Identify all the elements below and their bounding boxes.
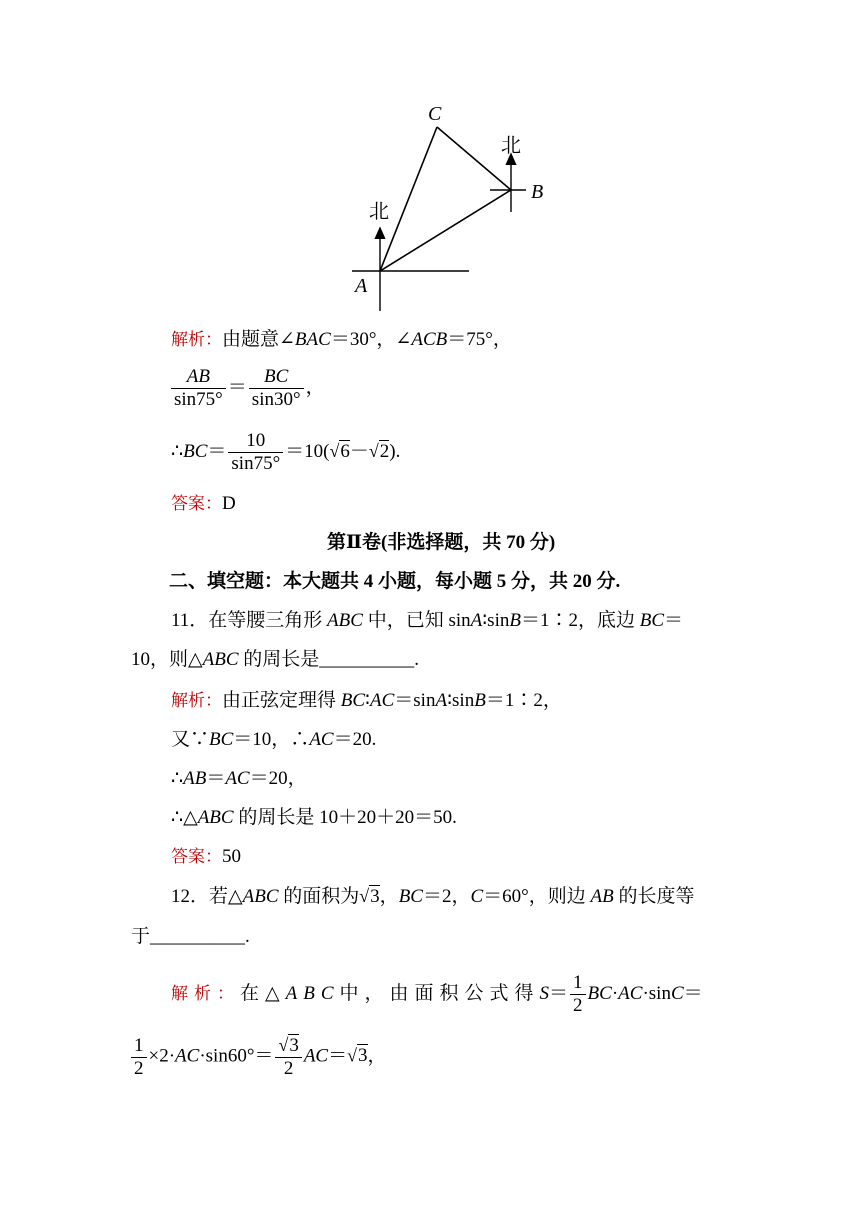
analysis-label: 解析： xyxy=(171,983,240,1004)
fraction xyxy=(131,1035,147,1080)
q12-line1 xyxy=(171,884,695,909)
numerator xyxy=(275,1034,301,1058)
text: ·sin60°＝ xyxy=(199,1045,274,1067)
text: ＝ xyxy=(227,376,247,398)
numerator: BC xyxy=(249,366,304,389)
radicand: 3 xyxy=(289,1035,299,1056)
sqrt-sign: √ xyxy=(347,1045,358,1066)
sol12-line1 xyxy=(171,972,703,1017)
text: ＝1∶2， xyxy=(485,690,562,711)
text: 的长度等 xyxy=(613,886,695,907)
text: ＝ xyxy=(683,982,703,1004)
numerator: 1 xyxy=(131,1035,147,1058)
side-ab xyxy=(380,190,511,271)
text: AB xyxy=(590,886,614,907)
text: ＝1∶2，底边 xyxy=(520,610,640,631)
text: 的周长是 10＋20＋20＝50. xyxy=(233,807,457,828)
text: － xyxy=(349,440,369,462)
text: ＝10，∴ xyxy=(233,729,310,750)
denominator: sin75° xyxy=(174,389,223,410)
text: ＝ xyxy=(549,982,569,1004)
text: ·sin xyxy=(642,982,671,1004)
sqrt-sign: √ xyxy=(368,440,379,461)
numerator: 10 xyxy=(228,430,283,453)
section-title: 第Ⅱ卷(非选择题，共 70 分) xyxy=(327,532,556,553)
text: ， xyxy=(305,376,325,398)
radicand: 2 xyxy=(379,440,390,462)
text: ＝75°， xyxy=(447,329,512,350)
sol11-line1 xyxy=(171,689,562,713)
text: ＝ xyxy=(206,768,226,789)
side-cb xyxy=(437,127,511,190)
sqrt-sign: √ xyxy=(278,1035,289,1055)
text: ， xyxy=(379,886,399,907)
text: BC xyxy=(639,610,665,631)
text: A xyxy=(470,610,483,631)
denominator: 2 xyxy=(573,995,583,1016)
text: 中，已知 sin xyxy=(362,610,471,631)
text: BC xyxy=(587,982,612,1004)
text: ∶sin xyxy=(482,610,510,631)
text: ABC xyxy=(202,649,239,670)
analysis-label: 解析： xyxy=(171,691,222,711)
q11-line1 xyxy=(171,609,683,633)
text: ， xyxy=(367,1045,387,1067)
text: ＝ xyxy=(664,610,684,631)
text: 由正弦定理得 xyxy=(222,690,341,711)
text: ＝sin xyxy=(394,690,436,711)
text: BC xyxy=(183,440,208,462)
text: ＝20， xyxy=(249,768,307,789)
sol10-line3 xyxy=(171,430,400,475)
text: 的面积为 xyxy=(278,886,360,907)
text: 的周长是__________. xyxy=(238,649,420,670)
text: AC xyxy=(309,729,334,750)
text: · xyxy=(611,982,619,1004)
text: ＝10( xyxy=(285,440,330,462)
q11-line2 xyxy=(131,648,419,672)
text: AC xyxy=(175,1045,200,1067)
text: AB xyxy=(183,768,207,789)
text: ∶ xyxy=(365,690,370,711)
text: B xyxy=(474,690,486,711)
text: BAC xyxy=(294,329,331,350)
sol11-line3 xyxy=(171,767,307,791)
geometry-figure xyxy=(0,0,860,320)
label-b: B xyxy=(531,181,544,203)
text: 又∵ xyxy=(171,729,210,750)
sol10-line2 xyxy=(169,366,325,411)
fraction xyxy=(275,1034,301,1080)
text: ∶sin xyxy=(447,690,475,711)
denominator: 2 xyxy=(134,1057,144,1079)
sol10-line1 xyxy=(171,328,512,352)
denominator: sin75° xyxy=(231,453,281,474)
text: BC xyxy=(398,886,423,907)
sol11-line2 xyxy=(171,728,376,752)
sqrt-sign: √ xyxy=(329,440,340,461)
answer-label: 答案： xyxy=(171,847,222,867)
fraction xyxy=(570,972,586,1017)
text: ＝2， xyxy=(422,886,471,907)
section-heading: 二、填空题：本大题共 4 小题，每小题 5 分，共 20 分. xyxy=(169,571,621,592)
analysis-label: 解析： xyxy=(171,330,222,350)
radicand: 3 xyxy=(370,886,380,907)
answer-label: 答案： xyxy=(171,494,222,514)
text: ＝ xyxy=(207,440,227,462)
label-c: C xyxy=(428,103,442,125)
text: AC xyxy=(303,1045,329,1067)
text: ∴ xyxy=(171,440,184,462)
text: ABC xyxy=(197,807,234,828)
text: BC xyxy=(209,729,234,750)
text: 10，则△ xyxy=(131,649,203,670)
text: ABC xyxy=(285,982,340,1004)
radicand: 6 xyxy=(340,440,350,462)
text: AC xyxy=(618,982,643,1004)
sol11-line4 xyxy=(171,806,457,830)
text: ＝60°，则边 xyxy=(483,886,591,907)
text: 11．在等腰三角形 xyxy=(171,610,328,631)
north-label-a: 北 xyxy=(369,199,389,223)
text: BC xyxy=(340,690,366,711)
text: A xyxy=(435,690,448,711)
ans10-line xyxy=(171,492,236,516)
sol12-line2 xyxy=(129,1034,387,1080)
fraction xyxy=(171,366,226,411)
north-label-b: 北 xyxy=(501,133,521,157)
text: B xyxy=(509,610,521,631)
text: ∴ xyxy=(171,768,184,789)
text: ACB xyxy=(411,329,448,350)
q12-line2: 于__________. xyxy=(131,926,250,947)
text: ). xyxy=(389,440,401,462)
text: ＝20. xyxy=(333,729,377,750)
fraction xyxy=(228,430,283,475)
text: 在△ xyxy=(240,982,286,1004)
numerator: AB xyxy=(171,366,226,389)
radicand: 3 xyxy=(358,1045,368,1067)
text: ABC xyxy=(327,610,363,631)
numerator: 1 xyxy=(570,972,586,995)
text: C xyxy=(470,886,484,907)
answer-value: D xyxy=(222,493,236,514)
label-a: A xyxy=(355,275,368,297)
text: ABC xyxy=(242,886,279,907)
text: AC xyxy=(225,768,250,789)
text: 由题意∠ xyxy=(222,329,295,350)
text: AC xyxy=(370,690,395,711)
text: ＝ xyxy=(328,1045,348,1067)
text: ×2· xyxy=(148,1045,176,1067)
answer-value: 50 xyxy=(222,846,241,867)
denominator: 2 xyxy=(283,1058,294,1079)
denominator: sin30° xyxy=(251,389,301,410)
text: ∴△ xyxy=(171,807,198,828)
text: 12．若△ xyxy=(171,886,243,907)
fraction xyxy=(249,366,304,411)
text: C xyxy=(670,982,684,1004)
text: S xyxy=(539,982,550,1004)
ans11-line xyxy=(171,845,241,869)
text: 中，由面积公式得 xyxy=(339,982,540,1004)
text: ＝30°，∠ xyxy=(330,329,412,350)
sqrt-sign: √ xyxy=(359,886,370,906)
